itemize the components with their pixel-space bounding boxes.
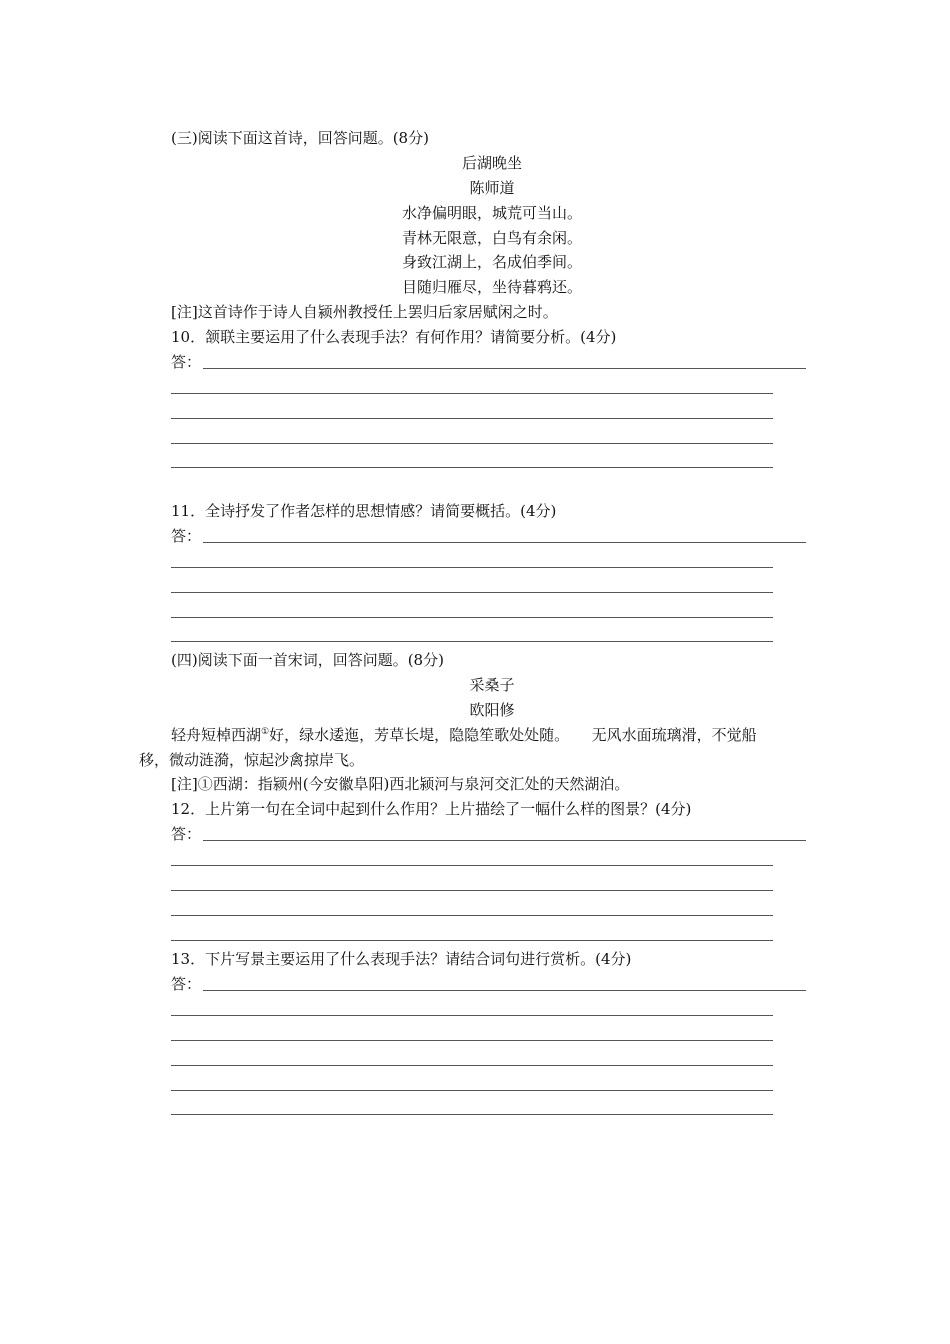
answer-line[interactable] <box>171 467 773 468</box>
answer-line[interactable] <box>171 418 773 419</box>
ci-line-1-part-b: 好，绿水逶迤，芳草长堤，隐隐笙歌处处随。 无风水面琉璃滑，不觉船 <box>269 726 757 744</box>
answer-line[interactable] <box>171 1065 773 1066</box>
answer-line[interactable] <box>171 567 773 568</box>
ci-author: 欧阳修 <box>469 701 515 719</box>
poem-line-3: 身致江湖上，名成伯季间。 <box>401 253 582 271</box>
ci-title: 采桑子 <box>469 676 515 694</box>
section4-intro: (四)阅读下面一首宋词，回答问题。(8分) <box>171 651 444 669</box>
answer-line[interactable] <box>171 617 773 618</box>
answer-line[interactable] <box>171 940 773 941</box>
question-10: 10．颔联主要运用了什么表现手法？有何作用？请简要分析。(4分) <box>171 328 617 346</box>
poem-title: 后湖晚坐 <box>461 154 522 172</box>
answer-line[interactable] <box>171 1015 773 1016</box>
answer-label: 答： <box>171 527 202 545</box>
poem-line-2: 青林无限意，白鸟有余闲。 <box>401 229 582 247</box>
ci-note: [注]①西湖：指颍州(今安徽阜阳)西北颍河与泉河交汇处的天然湖泊。 <box>171 775 630 793</box>
ci-line-1 <box>171 725 757 745</box>
question-11: 11．全诗抒发了作者怎样的思想情感？请简要概括。(4分) <box>171 502 557 520</box>
answer-line[interactable] <box>171 1040 773 1041</box>
poem-author: 陈师道 <box>469 179 515 197</box>
ci-line-2: 移，微动涟漪，惊起沙禽掠岸飞。 <box>139 751 365 769</box>
poem-note: [注]这首诗作于诗人自颍州教授任上罢归后家居赋闲之时。 <box>171 303 558 321</box>
answer-line[interactable] <box>171 890 773 891</box>
answer-line[interactable] <box>171 443 773 444</box>
question-12: 12．上片第一句在全词中起到什么作用？上片描绘了一幅什么样的图景？(4分) <box>171 800 692 818</box>
answer-line[interactable] <box>203 542 806 543</box>
answer-line[interactable] <box>203 990 806 991</box>
answer-line[interactable] <box>171 1114 773 1115</box>
footnote-marker: ① <box>261 727 270 737</box>
poem-line-4: 目随归雁尽，坐待暮鸦还。 <box>401 278 582 296</box>
answer-line[interactable] <box>171 1090 773 1091</box>
answer-line[interactable] <box>203 368 806 369</box>
answer-line[interactable] <box>171 592 773 593</box>
section3-intro: (三)阅读下面这首诗，回答问题。(8分) <box>171 129 429 147</box>
question-13: 13．下片写景主要运用了什么表现手法？请结合词句进行赏析。(4分) <box>171 950 632 968</box>
poem-line-1: 水净偏明眼，城荒可当山。 <box>401 204 582 222</box>
answer-line[interactable] <box>171 641 773 642</box>
answer-line[interactable] <box>171 865 773 866</box>
answer-label: 答： <box>171 353 202 371</box>
ci-line-1-part-a: 轻舟短棹西湖 <box>171 726 262 744</box>
answer-label: 答： <box>171 825 202 843</box>
answer-line[interactable] <box>171 393 773 394</box>
answer-label: 答： <box>171 975 202 993</box>
answer-line[interactable] <box>171 915 773 916</box>
answer-line[interactable] <box>203 840 806 841</box>
